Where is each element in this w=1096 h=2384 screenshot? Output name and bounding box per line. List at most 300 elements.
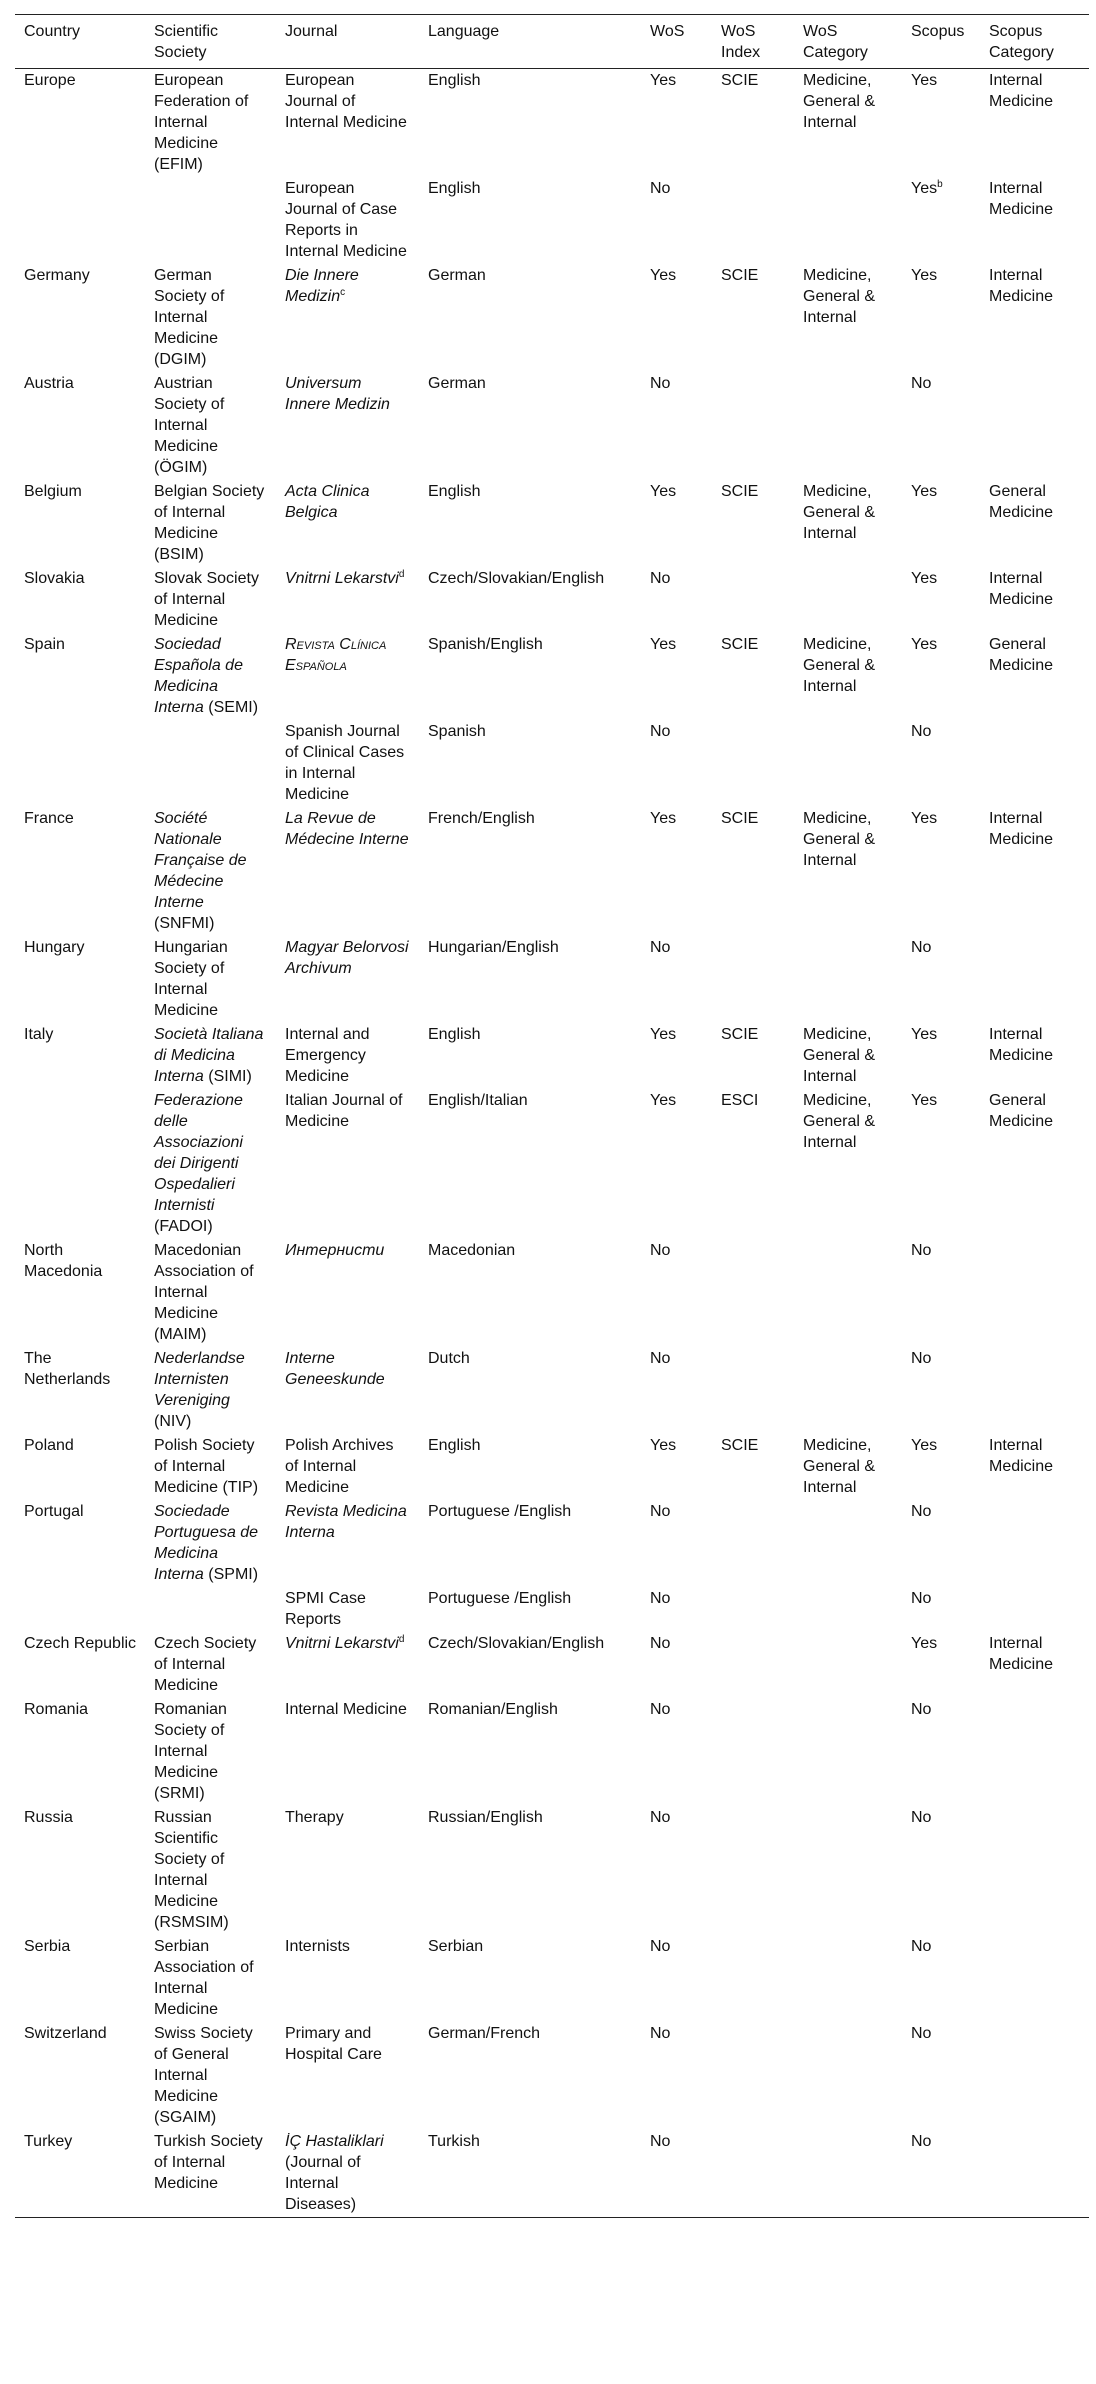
header-wos: WoS [641,15,712,69]
scopus-value: Yes [911,636,938,653]
language-value: English [428,483,481,500]
society-cell [145,807,276,936]
scopus-category-cell [980,1935,1089,2022]
country-cell [15,372,145,480]
society-cell [145,1347,276,1434]
header-scientific-society: Scientific Society [145,15,276,69]
society-cell [145,1239,276,1347]
scopus-value: Yes [911,483,938,500]
language-value: Spanish/English [428,636,543,653]
wos-value: Yes [650,1092,677,1109]
journal-cell [276,1347,419,1434]
scopus-category-cell [980,633,1089,720]
scopus-category-cell [980,1632,1089,1698]
header-wos-category: WoS Category [794,15,902,69]
country-name: The Netherlands [24,1350,111,1388]
society-name: Federazione delle Associazioni dei Dirigenti Ospedalieri Internisti [154,1092,243,1214]
society-name: German Society of Internal Medicine (DGIM) [154,267,225,368]
wos-category-cell [794,69,902,178]
table-row [15,1806,1089,1935]
journal-translation: (Journal of Internal Diseases) [285,2154,361,2213]
society-acronym: (SEMI) [208,699,259,716]
wos-index-cell [712,720,794,807]
society-name: Sociedad Española de Medicina Interna [154,636,243,716]
society-name: Macedonian Association of Internal Medicine (MAIM) [154,1242,254,1343]
wos-index-cell [712,1347,794,1434]
table-row [15,2022,1089,2130]
journal-name: İÇ Hastaliklari [285,2133,384,2150]
country-name: Poland [24,1437,74,1454]
language-cell [419,1023,641,1089]
wos-category-cell [794,1935,902,2022]
wos-index-cell [712,2130,794,2218]
language-value: Hungarian/English [428,939,559,956]
society-name: Czech Society of Internal Medicine [154,1635,257,1694]
table-row [15,1632,1089,1698]
wos-cell [641,264,712,372]
country-cell [15,1935,145,2022]
journal-cell [276,1023,419,1089]
scopus-category-cell [980,807,1089,936]
scopus-cell [902,264,980,372]
wos-index-cell [712,372,794,480]
language-cell [419,480,641,567]
journal-name: European Journal of Case Reports in Internal Medicine [285,180,407,260]
header-language: Language [419,15,641,69]
language-cell [419,177,641,264]
language-cell [419,264,641,372]
wos-value: No [650,723,671,740]
journal-name: Primary and Hospital Care [285,2025,382,2063]
country-name: Belgium [24,483,82,500]
society-cell [145,1698,276,1806]
country-cell [15,2130,145,2218]
country-cell [15,567,145,633]
wos-index-cell [712,1935,794,2022]
country-cell [15,1500,145,1587]
language-cell [419,936,641,1023]
wos-value: Yes [650,72,677,89]
wos-category-cell [794,936,902,1023]
language-value: English [428,1437,481,1454]
table-row [15,69,1089,178]
scopus-category-cell [980,2022,1089,2130]
table-row [15,567,1089,633]
wos-category-cell [794,480,902,567]
country-cell [15,936,145,1023]
language-cell [419,69,641,178]
table-row [15,1089,1089,1239]
table-header [15,15,1089,69]
wos-cell [641,1089,712,1239]
header-row [15,15,1089,69]
society-cell [145,1632,276,1698]
scopus-category-cell [980,1347,1089,1434]
scopus-cell [902,177,980,264]
journal-name: Universum Innere Medizin [285,375,390,413]
society-cell [145,1587,276,1632]
language-value: English [428,72,481,89]
wos-category-cell [794,567,902,633]
wos-index-cell [712,1500,794,1587]
scopus-cell [902,633,980,720]
wos-value: Yes [650,810,677,827]
society-name: Austrian Society of Internal Medicine (ÖGIM) [154,375,225,476]
language-cell [419,567,641,633]
society-cell [145,177,276,264]
country-name: North Macedonia [24,1242,103,1280]
table-row [15,1347,1089,1434]
society-name: Hungarian Society of Internal Medicine [154,939,228,1019]
scopus-value: No [911,1350,932,1367]
society-cell [145,936,276,1023]
country-name: Spain [24,636,65,653]
journal-cell [276,2130,419,2218]
wos-category-cell [794,2022,902,2130]
society-cell [145,720,276,807]
scopus-cell [902,372,980,480]
scopus-category-cell [980,1023,1089,1089]
language-value: Czech/Slovakian/English [428,570,605,587]
wos-cell [641,1434,712,1500]
wos-category-cell [794,1806,902,1935]
language-value: Portuguese /English [428,1503,572,1520]
wos-index-cell [712,1089,794,1239]
wos-index-cell [712,177,794,264]
language-value: French/English [428,810,535,827]
society-acronym: (SIMI) [208,1068,252,1085]
journal-name: Vnitrni Lekarstvi [285,1635,399,1652]
scopus-value: Yes [911,180,938,197]
language-cell [419,2130,641,2218]
language-value: Russian/English [428,1809,543,1826]
scopus-value: No [911,1590,932,1607]
journal-name: Die Innere Medizin [285,267,359,305]
journal-cell [276,372,419,480]
country-cell [15,1632,145,1698]
table-row [15,1935,1089,2022]
scopus-category-value: Internal Medicine [989,267,1054,305]
wos-category-value: Medicine, General & Internal [803,1437,876,1496]
wos-cell [641,1023,712,1089]
wos-category-value: Medicine, General & Internal [803,1092,876,1151]
journal-name: Internal and Emergency Medicine [285,1026,370,1085]
scopus-value: Yes [911,1437,938,1454]
scopus-value: Yes [911,1026,938,1043]
journal-name: Therapy [285,1809,344,1826]
scopus-value: No [911,1503,932,1520]
scopus-value: No [911,939,932,956]
country-name: Portugal [24,1503,84,1520]
scopus-category-value: Internal Medicine [989,1437,1054,1475]
wos-cell [641,1806,712,1935]
scopus-cell [902,1239,980,1347]
country-cell [15,1587,145,1632]
wos-index-cell [712,567,794,633]
country-name: Germany [24,267,90,284]
scopus-value: No [911,1701,932,1718]
wos-category-cell [794,1239,902,1347]
scopus-cell [902,1698,980,1806]
language-value: English/Italian [428,1092,528,1109]
journal-name: Magyar Belorvosi Archivum [285,939,409,977]
society-name: Belgian Society of Internal Medicine (BSIM) [154,483,265,563]
wos-value: No [650,1503,671,1520]
society-name: Turkish Society of Internal Medicine [154,2133,263,2192]
scopus-value: Yes [911,72,938,89]
wos-index-cell [712,480,794,567]
scopus-value: No [911,723,932,740]
journal-name: Spanish Journal of Clinical Cases in Internal Medicine [285,723,405,803]
journal-cell [276,177,419,264]
country-name: Romania [24,1701,89,1718]
header-wos-index: WoS Index [712,15,794,69]
wos-value: No [650,375,671,392]
scopus-value: Yes [911,1092,938,1109]
wos-value: No [650,1701,671,1718]
footnote-marker: d [398,569,405,580]
table-row [15,1023,1089,1089]
wos-cell [641,567,712,633]
journal-name: Polish Archives of Internal Medicine [285,1437,394,1496]
society-name: Società Italiana di Medicina Interna [154,1026,264,1085]
country-cell [15,480,145,567]
society-acronym: (FADOI) [154,1218,213,1235]
country-cell [15,633,145,720]
table-row [15,480,1089,567]
wos-value: Yes [650,636,677,653]
wos-cell [641,372,712,480]
scopus-cell [902,1023,980,1089]
scopus-cell [902,807,980,936]
country-name: Czech Republic [24,1635,137,1652]
country-cell [15,1434,145,1500]
wos-value: No [650,939,671,956]
wos-value: Yes [650,267,677,284]
country-name: France [24,810,74,827]
wos-value: Yes [650,483,677,500]
country-cell [15,177,145,264]
scopus-category-value: Internal Medicine [989,1026,1054,1064]
table-body [15,69,1089,2218]
scopus-cell [902,1632,980,1698]
scopus-cell [902,1089,980,1239]
journal-name: Revista Medicina Interna [285,1503,407,1541]
scopus-value: No [911,2133,932,2150]
scopus-category-cell [980,567,1089,633]
country-cell [15,1239,145,1347]
wos-index-value: SCIE [721,636,759,653]
journal-cell [276,1500,419,1587]
language-cell [419,1698,641,1806]
scopus-category-value: General Medicine [989,483,1054,521]
language-cell [419,372,641,480]
language-cell [419,1239,641,1347]
scopus-cell [902,2022,980,2130]
journal-cell [276,1434,419,1500]
wos-category-value: Medicine, General & Internal [803,267,876,326]
table-row [15,720,1089,807]
society-name: Polish Society of Internal Medicine (TIP) [154,1437,259,1496]
wos-cell [641,720,712,807]
journal-cell [276,633,419,720]
journal-name: Italian Journal of Medicine [285,1092,403,1130]
society-cell [145,1089,276,1239]
wos-category-value: Medicine, General & Internal [803,483,876,542]
table-row [15,264,1089,372]
language-cell [419,807,641,936]
wos-cell [641,1698,712,1806]
journal-name: Интернисти [285,1242,385,1259]
table-row [15,936,1089,1023]
society-cell [145,480,276,567]
country-name: Italy [24,1026,54,1043]
wos-value: No [650,570,671,587]
wos-cell [641,69,712,178]
country-name: Europe [24,72,76,89]
journal-name: Acta Clinica Belgica [285,483,370,521]
wos-index-value: SCIE [721,810,759,827]
journal-cell [276,807,419,936]
country-name: Switzerland [24,2025,107,2042]
scopus-cell [902,936,980,1023]
society-cell [145,1500,276,1587]
journal-cell [276,936,419,1023]
scopus-cell [902,1500,980,1587]
journal-name: La Revue de Médecine Interne [285,810,409,848]
wos-index-cell [712,1632,794,1698]
wos-index-cell [712,69,794,178]
wos-category-cell [794,720,902,807]
wos-category-cell [794,372,902,480]
scopus-value: No [911,1809,932,1826]
journals-table [15,14,1089,2218]
scopus-category-cell [980,1806,1089,1935]
wos-index-cell [712,1023,794,1089]
scopus-category-value: Internal Medicine [989,1635,1054,1673]
scopus-category-value: Internal Medicine [989,72,1054,110]
journal-name: Vnitrni Lekarstvi [285,570,399,587]
scopus-cell [902,1347,980,1434]
journal-cell [276,1806,419,1935]
table-row [15,1587,1089,1632]
language-cell [419,1089,641,1239]
country-cell [15,1023,145,1089]
society-cell [145,567,276,633]
scopus-value: No [911,1938,932,1955]
scopus-category-value: Internal Medicine [989,810,1054,848]
table-row [15,1500,1089,1587]
society-name: Russian Scientific Society of Internal Medicine (RSMSIM) [154,1809,229,1931]
header-country: Country [15,15,145,69]
scopus-category-value: Internal Medicine [989,570,1054,608]
table-row [15,372,1089,480]
wos-cell [641,1632,712,1698]
wos-value: No [650,1350,671,1367]
society-acronym: (SPMI) [208,1566,259,1583]
wos-category-value: Medicine, General & Internal [803,1026,876,1085]
language-cell [419,1587,641,1632]
society-cell [145,2130,276,2218]
scopus-cell [902,1434,980,1500]
society-name: European Federation of Internal Medicine (EFIM) [154,72,249,173]
society-acronym: (SNFMI) [154,915,215,932]
country-cell [15,1806,145,1935]
country-cell [15,1089,145,1239]
wos-index-value: SCIE [721,72,759,89]
language-cell [419,633,641,720]
language-value: Macedonian [428,1242,516,1259]
scopus-value: No [911,2025,932,2042]
wos-index-value: SCIE [721,483,759,500]
wos-category-cell [794,633,902,720]
journal-cell [276,567,419,633]
wos-category-cell [794,1698,902,1806]
scopus-category-cell [980,1089,1089,1239]
wos-index-cell [712,1587,794,1632]
country-name: Serbia [24,1938,71,1955]
wos-cell [641,633,712,720]
language-value: Serbian [428,1938,484,1955]
society-name: Sociedade Portuguesa de Medicina Interna [154,1503,259,1583]
table-row [15,1434,1089,1500]
footnote-marker: c [340,287,346,298]
wos-cell [641,807,712,936]
journal-cell [276,1698,419,1806]
wos-category-cell [794,1500,902,1587]
wos-value: No [650,1938,671,1955]
society-name: Romanian Society of Internal Medicine (SRMI) [154,1701,227,1802]
language-value: Turkish [428,2133,480,2150]
journal-cell [276,1587,419,1632]
scopus-category-value: General Medicine [989,1092,1054,1130]
society-cell [145,1434,276,1500]
header-journal: Journal [276,15,419,69]
wos-value: No [650,180,671,197]
scopus-category-cell [980,1239,1089,1347]
journal-name: Interne Geneeskunde [285,1350,385,1388]
society-name: Société Nationale Française de Médecine Interne [154,810,247,911]
journal-cell [276,1239,419,1347]
country-name: Slovakia [24,570,85,587]
journal-name: Internal Medicine [285,1701,407,1718]
scopus-category-cell [980,720,1089,807]
wos-index-cell [712,264,794,372]
language-value: Dutch [428,1350,470,1367]
scopus-value: Yes [911,1635,938,1652]
wos-category-cell [794,2130,902,2218]
scopus-category-cell [980,1434,1089,1500]
language-cell [419,2022,641,2130]
scopus-category-value: Internal Medicine [989,180,1054,218]
wos-category-cell [794,264,902,372]
table-row [15,807,1089,936]
scopus-category-value: General Medicine [989,636,1054,674]
wos-index-value: SCIE [721,1026,759,1043]
journal-name: Revista Clínica Española [285,636,387,674]
wos-index-cell [712,1434,794,1500]
journal-name: SPMI Case Reports [285,1590,366,1628]
wos-cell [641,1500,712,1587]
wos-category-value: Medicine, General & Internal [803,72,876,131]
language-value: English [428,1026,481,1043]
language-value: English [428,180,481,197]
scopus-category-cell [980,2130,1089,2218]
wos-index-value: ESCI [721,1092,759,1109]
wos-cell [641,1239,712,1347]
table-row [15,2130,1089,2218]
language-value: Portuguese /English [428,1590,572,1607]
